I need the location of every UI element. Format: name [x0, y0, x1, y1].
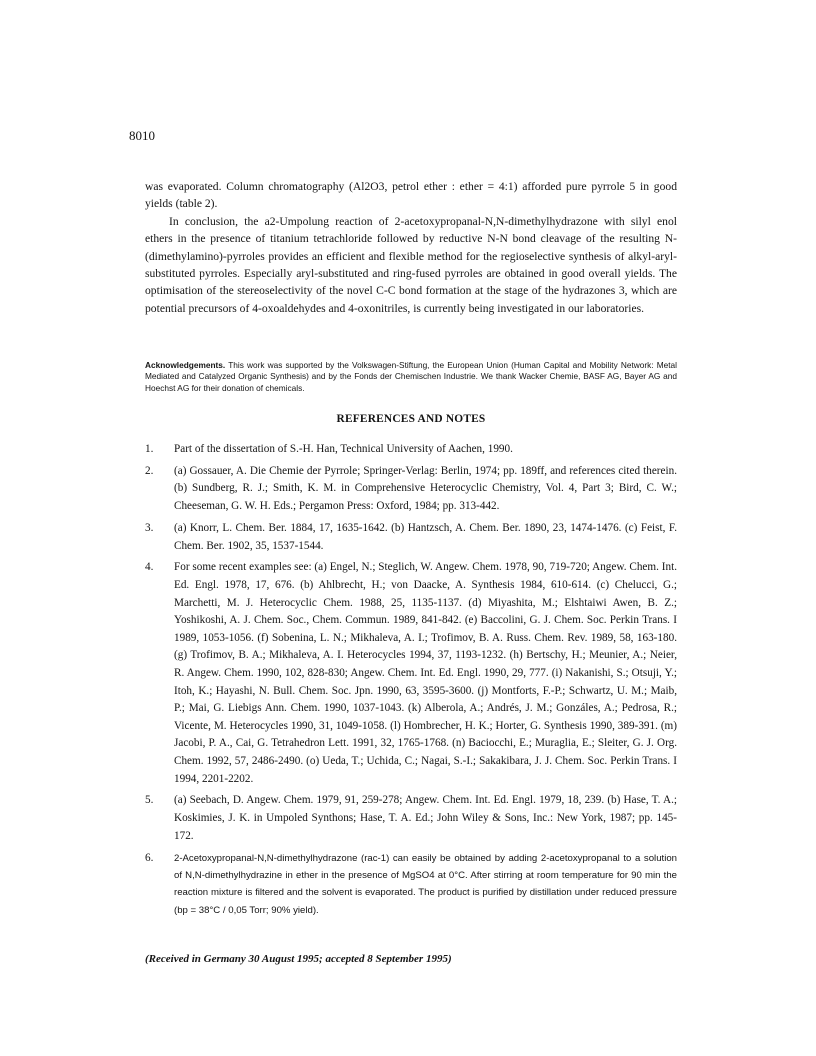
reference-item [145, 441, 677, 459]
body-text [145, 178, 677, 317]
acknowledgements-heading: Acknowledgements. [145, 360, 226, 370]
reference-text: 2-Acetoxypropanal-N,N-dimethylhydrazone (rac-1) can easily be obtained by adding 2-acetoxypropanal to a solution of N,N-dimethylhydrazine in ether in the presence of MgSO4 at 0°C. After stirring at room temperature for 90 min the reaction mixture is filtered and the solvent is evaporated. The product is purified by distillation under reduced pressure (bp = 38°C / 0,05 Torr; 90% yield). [174, 852, 677, 916]
reference-text: Part of the dissertation of S.-H. Han, Technical University of Aachen, 1990. [174, 443, 513, 455]
reference-item [145, 559, 677, 788]
reference-item [145, 792, 677, 845]
received-line: (Received in Germany 30 August 1995; accepted 8 September 1995) [145, 953, 452, 965]
reference-number: 1. [145, 443, 154, 455]
reference-number: 6. [145, 851, 154, 864]
reference-number: 5. [145, 794, 154, 807]
references-heading: REFERENCES AND NOTES [336, 413, 486, 425]
paragraph-continuation: was evaporated. Column chromatography (Al2O3, petrol ether : ether = 4:1) afforded pure pyrrole 5 in good yields (table 2). [145, 180, 677, 211]
references-list [145, 441, 677, 923]
reference-text: (a) Seebach, D. Angew. Chem. 1979, 91, 259-278; Angew. Chem. Int. Ed. Engl. 1979, 18, 239. (b) Hase, T. A.; Koskimies, J. K. in Umpoled Synthons; Hase, T. A. Ed.; John Wiley & Sons, Inc.: New York, 1987; pp. 145-172. [174, 794, 677, 842]
reference-item [145, 463, 677, 516]
page-number: 8010 [129, 128, 155, 143]
reference-number: 3. [145, 521, 154, 534]
paragraph-conclusion: In conclusion, the a2-Umpolung reaction of 2-acetoxypropanal-N,N-dimethylhydrazone with silyl enol ethers in the presence of titanium tetrachloride followed by reductive N-N bond cleavage of the resulting N-(dimethylamino)-pyrroles provides an efficient and flexible method for the regioselective synthesis of alkyl-aryl-substituted pyrroles. Especially aryl-substituted and ring-fused pyrroles are obtained in good overall yields. The optimisation of the stereoselectivity of the novel C-C bond formation at the stage of the hydrazones 3, which are potential precursors of 4-oxoaldehydes and 4-oxonitriles, is currently being investigated in our laboratories. [145, 214, 677, 315]
reference-text: (a) Knorr, L. Chem. Ber. 1884, 17, 1635-1642. (b) Hantzsch, A. Chem. Ber. 1890, 23, 1474-1476. (c) Feist, F. Chem. Ber. 1902, 35, 1537-1544. [174, 521, 677, 552]
reference-number: 4. [145, 561, 154, 574]
acknowledgements-text: This work was supported by the Volkswagen-Stiftung, the European Union (Human Capital and Mobility Network: Metal Mediated and Catalyzed Organic Synthesis) and by the Fonds der Chemischen Industrie. We thank Wacker Chemie, BASF AG, Bayer AG and Hoechst AG for their donation of chemicals. [145, 360, 677, 393]
reference-item [145, 520, 677, 555]
reference-text: (a) Gossauer, A. Die Chemie der Pyrrole; Springer-Verlag: Berlin, 1974; pp. 189ff, and references cited therein. (b) Sundberg, R. J.; Smith, K. M. in Comprehensive Heterocyclic Chemistry, Vol. 4, Part 3; Bird, C. W.; Cheeseman, G. W. H. Eds.; Pergamon Press: Oxford, 1984; pp. 313-442. [174, 464, 677, 513]
acknowledgements [145, 360, 677, 394]
reference-text: For some recent examples see: (a) Engel, N.; Steglich, W. Angew. Chem. 1978, 90, 719-720; Angew. Chem. Int. Ed. Engl. 1978, 17, 676. (b) Ahlbrecht, H.; von Daacke, A. Synthesis 1984, 610-614. (c) Chelucci, G.; Marchetti, M. J. Heterocyclic Chem. 1988, 25, 1135-1137. (d) Miyashita, M.; Elshtaiwi Awen, B. Z.; Yoshikoshi, A. J. Chem. Soc., Chem. Commun. 1989, 841-842. (e) Baccolini, G. J. Chem. Soc. Perkin Trans. I 1989, 1053-1056. (f) Sobenina, L. N.; Mikhaleva, A. I.; Trofimov, B. A. Russ. Chem. Rev. 1989, 58, 163-180. (g) Trofimov, B. A.; Mikhaleva, A. I. Heterocycles 1994, 37, 1193-1232. (h) Bertschy, H.; Meunier, A.; Neier, R. Angew. Chem. 1990, 102, 828-830; Angew. Chem. Int. Ed. Engl. 1990, 29, 777. (i) Nakanishi, S.; Otsuji, Y.; Itoh, K.; Hayashi, N. Bull. Chem. Soc. Jpn. 1990, 63, 3595-3600. (j) Montforts, F.-P.; Schwartz, U. M.; Maib, P.; Mai, G. Liebigs Ann. Chem. 1990, 1037-1043. (k) Alberola, A.; Andrés, J. M.; Gonzáles, A.; Pedrosa, R.; Vicente, M. Heterocycles 1990, 31, 1049-1058. (l) Hombrecher, H. K.; Horter, G. Synthesis 1990, 389-391. (m) Jacobi, P. A., Cai, G. Tetrahedron Lett. 1991, 32, 1765-1768. (n) Baciocchi, E.; Muraglia, E.; Sleiter, G. J. Org. Chem. 1992, 57, 2486-2490. (o) Ueda, T.; Uchida, C.; Nagai, S.-I.; Sakakibara, J. J. Chem. Soc. Perkin Trans. I 1994, 2201-2202. [174, 561, 677, 785]
reference-item [145, 850, 677, 920]
reference-number: 2. [145, 464, 154, 477]
